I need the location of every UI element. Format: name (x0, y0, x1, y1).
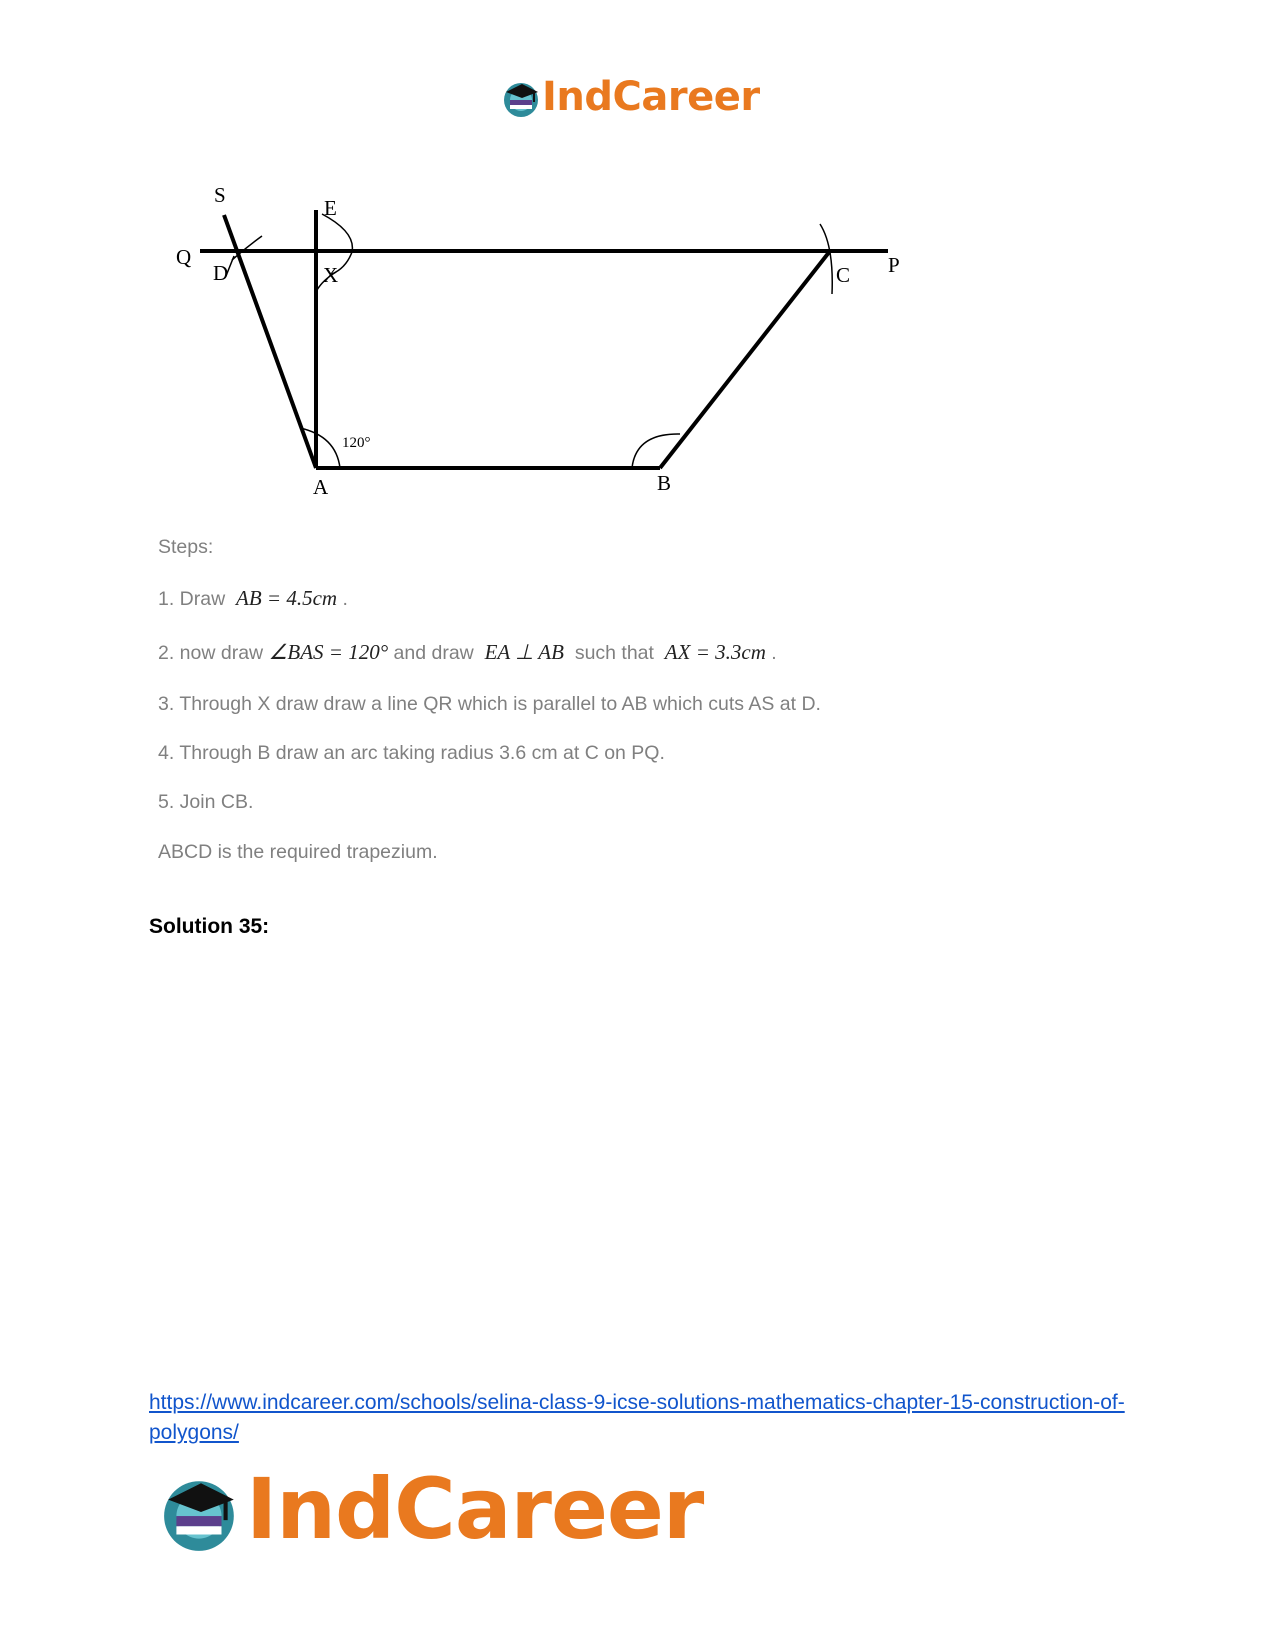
label-p: P (888, 253, 900, 277)
label-d: D (213, 261, 229, 285)
graduation-cap-logo-icon (160, 1470, 242, 1558)
footer-logo (160, 1460, 720, 1562)
step-2-suffix: . (771, 642, 777, 664)
steps-heading: Steps: (158, 536, 214, 558)
source-link[interactable]: https://www.indcareer.com/schools/selina-class-9-icse-solutions-mathematics-chapter-15-construction-of-polygons/ (149, 1391, 1125, 1444)
label-x: X (323, 263, 339, 287)
step-2-math-length: AX = 3.3cm (664, 640, 766, 664)
step-1 (158, 586, 348, 611)
step-2-mid-1: and draw (393, 642, 474, 664)
angle-label-120: 120° (342, 435, 371, 451)
label-b: B (657, 471, 672, 495)
step-1-suffix: . (342, 588, 348, 610)
step-2-math-perpendicular: EA ⊥ AB (484, 640, 564, 664)
angle-arc-a (300, 428, 340, 468)
label-c: C (836, 263, 851, 287)
solution-title: Solution 35: (149, 915, 270, 938)
step-5: 5. Join CB. (158, 791, 254, 813)
trapezium-construction-diagram (0, 0, 1275, 520)
step-2-mid-2: such that (574, 642, 654, 664)
side-bc (660, 251, 830, 468)
logo-wordmark: IndCareer (246, 1460, 704, 1558)
step-1-prefix: 1. Draw (158, 588, 226, 610)
steps-conclusion: ABCD is the required trapezium. (158, 841, 438, 863)
label-e: E (324, 196, 337, 220)
step-3: 3. Through X draw draw a line QR which is parallel to AB which cuts AS at D. (158, 693, 821, 715)
logo-wordmark: IndCareer (542, 74, 760, 120)
label-q: Q (176, 245, 192, 269)
step-4: 4. Through B draw an arc taking radius 3.6 cm at C on PQ. (158, 742, 665, 764)
label-a: A (313, 475, 329, 499)
label-s: S (214, 183, 226, 207)
step-1-math: AB = 4.5cm (236, 586, 338, 610)
step-2 (158, 640, 777, 665)
step-2-prefix: 2. now draw (158, 642, 264, 664)
step-2-math-angle: ∠BAS = 120° (268, 640, 389, 664)
